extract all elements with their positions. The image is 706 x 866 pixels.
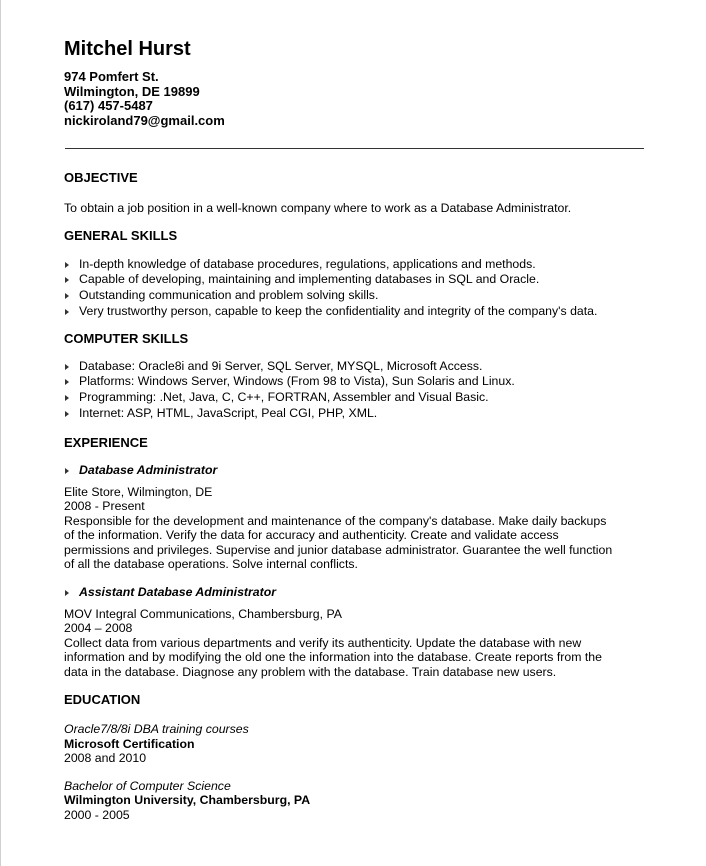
list-item: Outstanding communication and problem solving skills. xyxy=(64,288,644,304)
contact-block xyxy=(64,70,644,128)
phone-number: (617) 457-5487 xyxy=(64,98,153,113)
education-institution: Wilmington University, Chambersburg, PA xyxy=(64,793,311,808)
job-description xyxy=(64,636,644,680)
section-title-general-skills: GENERAL SKILLS xyxy=(64,227,178,243)
description-line: information and by modifying the old one the information into the database. Create reports from the xyxy=(64,650,602,665)
education-institution: Microsoft Certification xyxy=(64,736,195,751)
description-line: Collect data from various departments and verify its authenticity. Update the database with new xyxy=(64,635,582,650)
education-course: Oracle7/8/8i DBA training courses xyxy=(64,722,249,737)
education-dates: 2000 - 2005 xyxy=(64,807,130,822)
description-line: of all the database operations. Solve internal conflicts. xyxy=(64,557,358,572)
education-entry xyxy=(64,779,644,823)
address-line-1: 974 Pomfert St. xyxy=(64,69,159,84)
general-skills-list xyxy=(64,257,644,320)
section-title-objective: OBJECTIVE xyxy=(64,170,138,185)
job-company: Elite Store, Wilmington, DE xyxy=(64,484,213,499)
education-course: Bachelor of Computer Science xyxy=(64,778,231,793)
education-dates: 2008 and 2010 xyxy=(64,751,147,766)
list-item: Programming: .Net, Java, C, C++, FORTRAN, Assembler and Visual Basic. xyxy=(64,390,644,406)
objective-text: To obtain a job position in a well-known company where to work as a Database Administrator. xyxy=(64,201,572,215)
job-dates: 2004 – 2008 xyxy=(64,621,133,636)
education-entry xyxy=(64,722,644,766)
job-company: MOV Integral Communications, Chambersburg, PA xyxy=(64,606,342,621)
description-line: data in the database. Diagnose any problem with the database. Train database new users. xyxy=(64,664,557,679)
list-item: Database: Oracle8i and 9i Server, SQL Server, MYSQL, Microsoft Access. xyxy=(64,359,644,375)
applicant-name: Mitchel Hurst xyxy=(64,38,191,60)
list-item: Internet: ASP, HTML, JavaScript, Peal CGI, PHP, XML. xyxy=(64,406,644,422)
resume-content xyxy=(64,36,644,822)
description-line: of the information. Verify the data for accuracy and authenticity. Create and validate access xyxy=(64,528,559,543)
job-title: Database Administrator xyxy=(64,463,644,478)
section-title-education: EDUCATION xyxy=(64,692,141,708)
job-title: Assistant Database Administrator xyxy=(64,585,644,600)
email-address: nickiroland79@gmail.com xyxy=(64,112,225,128)
job-description xyxy=(64,514,644,572)
section-title-computer-skills: COMPUTER SKILLS xyxy=(64,330,189,346)
list-item: Capable of developing, maintaining and implementing databases in SQL and Oracle. xyxy=(64,272,644,288)
header-divider xyxy=(65,148,644,149)
description-line: Responsible for the development and maintenance of the company's database. Make daily backups xyxy=(64,513,607,528)
section-title-experience: EXPERIENCE xyxy=(64,434,148,450)
description-line: permissions and privileges. Supervise and junior database administrator. Guarantee the well function xyxy=(64,542,613,557)
address-line-2: Wilmington, DE 19899 xyxy=(64,83,200,99)
job-dates: 2008 - Present xyxy=(64,499,145,514)
list-item: Very trustworthy person, capable to keep the confidentiality and integrity of the company's data. xyxy=(64,304,644,320)
computer-skills-list xyxy=(64,359,644,422)
list-item: Platforms: Windows Server, Windows (From 98 to Vista), Sun Solaris and Linux. xyxy=(64,374,644,390)
list-item: In-depth knowledge of database procedures, regulations, applications and methods. xyxy=(64,257,644,273)
